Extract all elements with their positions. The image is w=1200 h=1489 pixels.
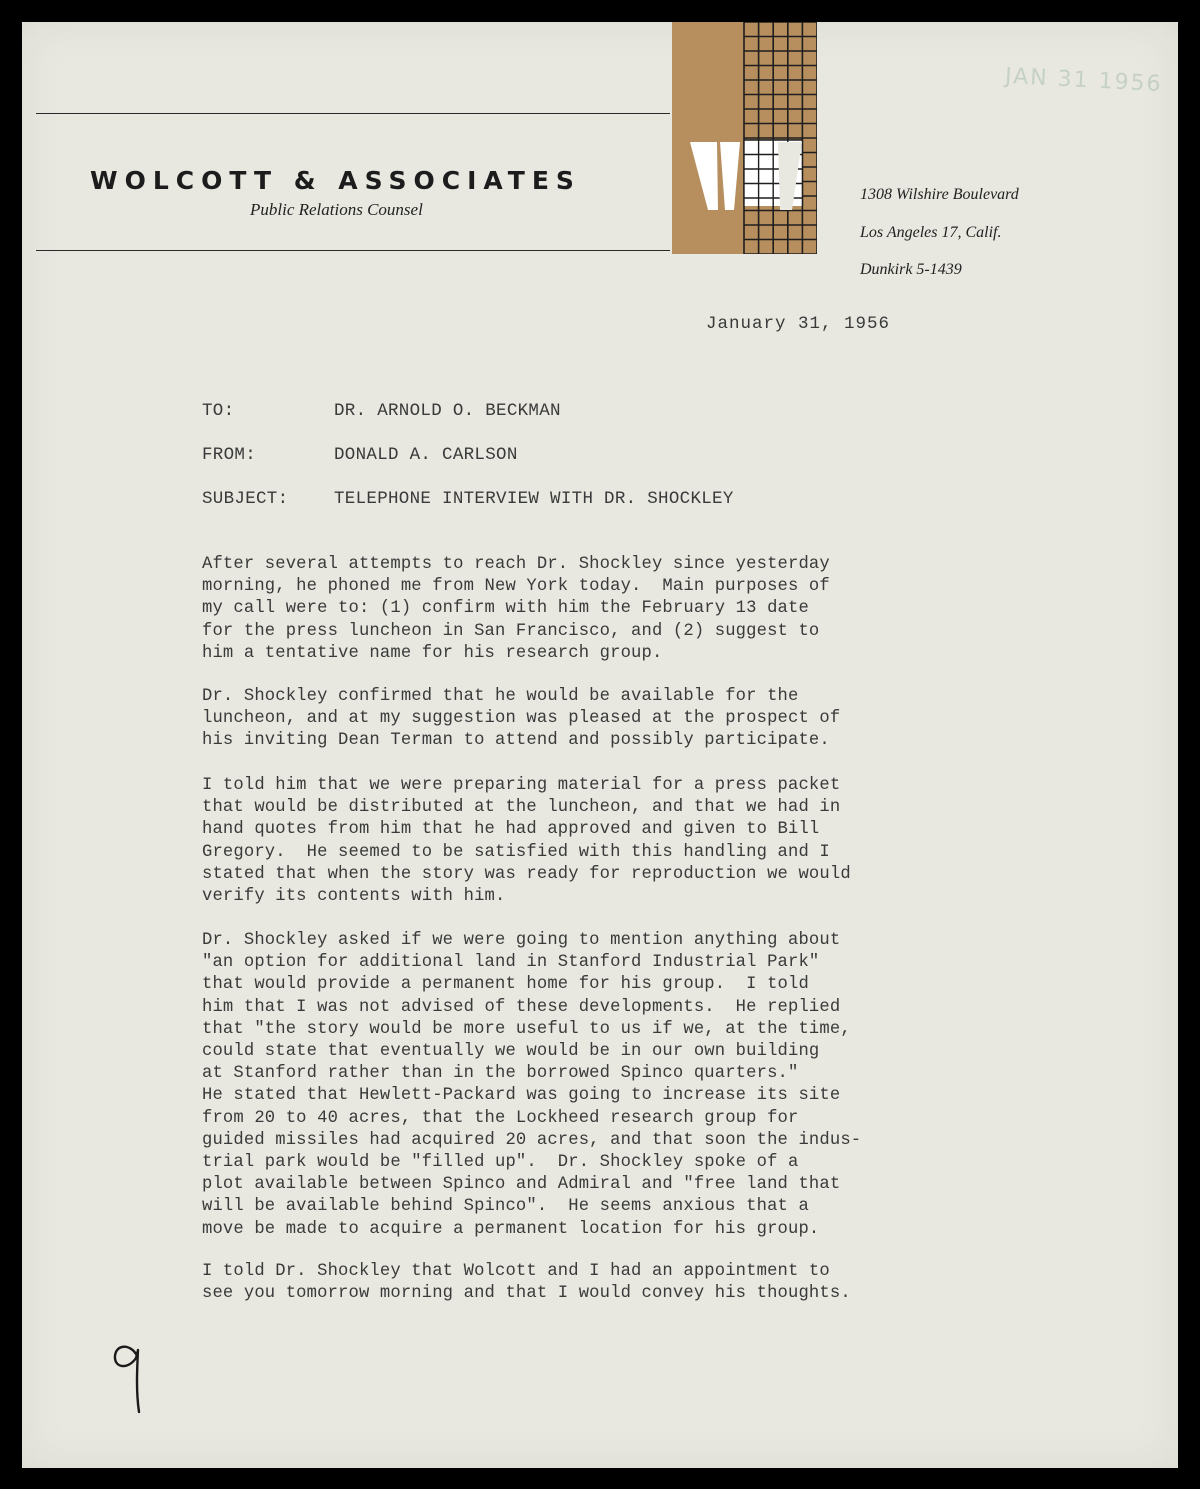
paragraph-line: could state that eventually we would be in our own building <box>202 1042 820 1062</box>
paragraph-line: plot available between Spinco and Admiral and "free land that <box>202 1175 841 1195</box>
address-street: 1308 Wilshire Boulevard <box>860 186 1019 203</box>
to-value: DR. ARNOLD O. BECKMAN <box>334 401 561 421</box>
paragraph-line: from 20 to 40 acres, that the Lockheed research group for <box>202 1108 799 1128</box>
body-paragraph-1 <box>202 554 830 665</box>
letterhead-bottom-rule <box>36 250 670 251</box>
paragraph-line: move be made to acquire a permanent location for his group. <box>202 1219 820 1239</box>
paragraph-line: that would provide a permanent home for his group. I told <box>202 975 809 995</box>
paragraph-line: Dr. Shockley asked if we were going to mention anything about <box>202 931 841 950</box>
firm-name: WOLCOTT & ASSOCIATES <box>90 166 581 195</box>
paragraph-line: his inviting Dean Terman to attend and possibly participate. <box>202 731 830 751</box>
paragraph-line: I told him that we were preparing material for a press packet <box>202 776 841 795</box>
body-paragraph-2 <box>202 686 840 753</box>
paragraph-line: for the press luncheon in San Francisco, and (2) suggest to <box>202 621 820 641</box>
subject-value: TELEPHONE INTERVIEW WITH DR. SHOCKLEY <box>334 489 734 509</box>
paragraph-line: After several attempts to reach Dr. Shockley since yesterday <box>202 555 830 574</box>
paragraph-line: that "the story would be more useful to us if we, at the time, <box>202 1019 851 1039</box>
paragraph-line: will be available behind Spinco". He seems anxious that a <box>202 1197 809 1217</box>
firm-tagline: Public Relations Counsel <box>250 200 423 219</box>
body-paragraph-3 <box>202 775 851 908</box>
from-value: DONALD A. CARLSON <box>334 445 518 465</box>
paragraph-line: trial park would be "filled up". Dr. Shockley spoke of a <box>202 1153 799 1173</box>
wolcott-logo <box>672 22 817 254</box>
paragraph-line: him that I was not advised of these developments. He replied <box>202 997 841 1017</box>
paragraph-line: him a tentative name for his research group. <box>202 643 663 663</box>
paragraph-line: that would be distributed at the luncheon, and that we had in <box>202 798 841 818</box>
paragraph-line: morning, he phoned me from New York today. Main purposes of <box>202 577 830 597</box>
paragraph-line: He stated that Hewlett-Packard was going to increase its site <box>202 1086 841 1106</box>
paragraph-line: stated that when the story was ready for reproduction we would <box>202 864 851 884</box>
paragraph-line: verify its contents with him. <box>202 887 506 907</box>
paragraph-line: guided missiles had acquired 20 acres, and that soon the indus- <box>202 1130 862 1150</box>
address-city: Los Angeles 17, Calif. <box>860 224 1002 241</box>
paragraph-line: Dr. Shockley confirmed that he would be available for the <box>202 687 799 706</box>
paragraph-line: at Stanford rather than in the borrowed Spinco quarters." <box>202 1064 799 1084</box>
paragraph-line: my call were to: (1) confirm with him the February 13 date <box>202 599 809 619</box>
paragraph-line: hand quotes from him that he had approved and given to Bill <box>202 820 820 840</box>
address-phone: Dunkirk 5-1439 <box>860 261 962 278</box>
letterhead-top-rule <box>36 113 670 114</box>
body-paragraph-4 <box>202 930 861 1241</box>
subject-label: SUBJECT: <box>202 489 289 509</box>
page-number-text <box>104 1337 137 1397</box>
received-stamp: JAN 31 1956 <box>1004 63 1164 98</box>
paragraph-line: Gregory. He seemed to be satisfied with this handling and I <box>202 842 830 862</box>
paragraph-line: see you tomorrow morning and that I would convey his thoughts. <box>202 1284 851 1304</box>
paragraph-line: I told Dr. Shockley that Wolcott and I had an appointment to <box>202 1262 830 1281</box>
to-label: TO: <box>202 401 235 421</box>
paragraph-line: luncheon, and at my suggestion was pleased at the prospect of <box>202 709 841 729</box>
paragraph-line: "an option for additional land in Stanford Industrial Park" <box>202 953 820 973</box>
memo-date: January 31, 1956 <box>706 314 891 334</box>
body-paragraph-5 <box>202 1261 851 1305</box>
from-label: FROM: <box>202 445 257 465</box>
